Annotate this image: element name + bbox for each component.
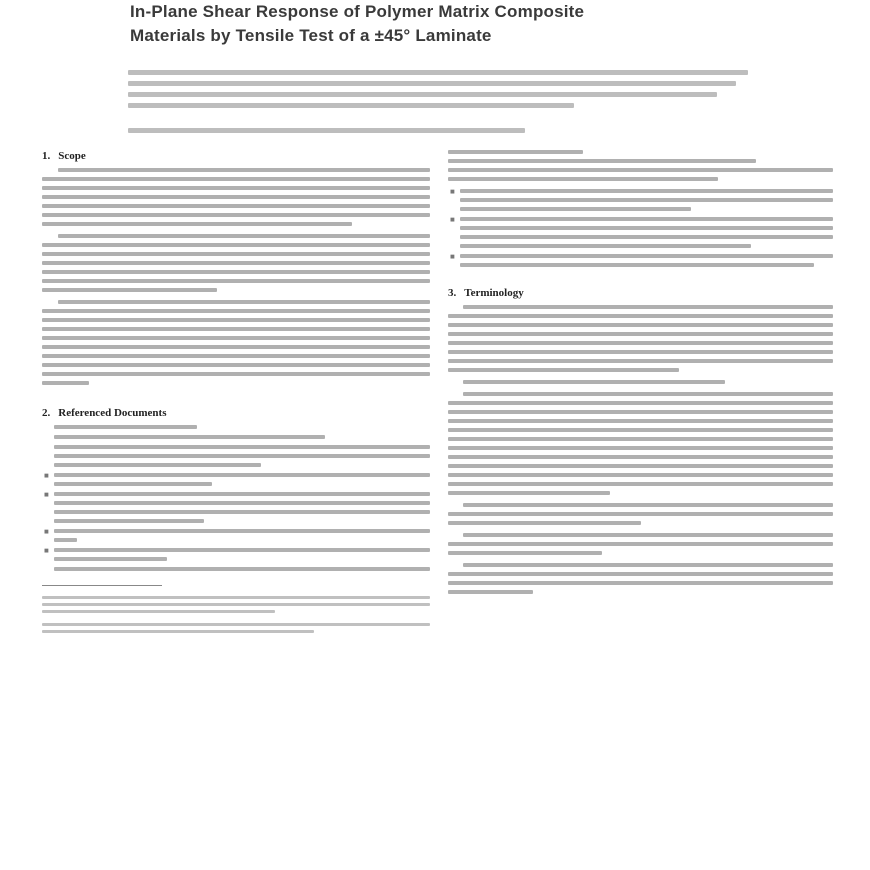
reference-item [448, 189, 833, 211]
reference-item [42, 445, 430, 467]
reference-item [42, 492, 430, 523]
section-title: Referenced Documents [58, 407, 167, 419]
terminology-paragraph-2 [448, 380, 833, 384]
section-heading-referenced-documents [42, 407, 430, 419]
section-title: Scope [58, 150, 86, 162]
section-title: Terminology [464, 287, 524, 299]
references-continued [448, 150, 833, 181]
reference-item [42, 473, 430, 486]
bullet-icon: ■ [450, 252, 455, 261]
scope-paragraph-1 [42, 168, 430, 226]
section-heading-scope [42, 150, 430, 162]
section-heading-terminology [448, 287, 833, 299]
reference-item [42, 435, 430, 439]
scope-paragraph-2 [42, 234, 430, 292]
terminology-paragraph-3 [448, 392, 833, 495]
reference-item [448, 254, 833, 267]
reference-item [448, 217, 833, 248]
bullet-icon: ■ [44, 471, 49, 480]
reference-item [42, 567, 430, 571]
terminology-paragraph-4 [448, 503, 833, 525]
abstract-block [128, 70, 748, 139]
document-title-line-1: In-Plane Shear Response of Polymer Matrix Composite [130, 2, 585, 21]
right-column [448, 150, 833, 602]
bullet-icon: ■ [44, 527, 49, 536]
terminology-paragraph-1 [448, 305, 833, 372]
left-column [42, 150, 430, 637]
footnote-rule [42, 585, 162, 586]
document-title-line-2: Materials by Tensile Test of a ±45° Laminate [130, 26, 492, 45]
section-number: 1. [42, 150, 51, 162]
reference-item [42, 529, 430, 542]
terminology-paragraph-5 [448, 533, 833, 555]
scope-paragraph-3 [42, 300, 430, 385]
reference-item [42, 425, 430, 429]
section-number: 2. [42, 407, 51, 419]
bullet-icon: ■ [44, 490, 49, 499]
footnotes [42, 596, 430, 633]
reference-item [42, 548, 430, 561]
bullet-icon: ■ [44, 546, 49, 555]
section-number: 3. [448, 287, 457, 299]
bullet-icon: ■ [450, 187, 455, 196]
terminology-paragraph-6 [448, 563, 833, 594]
bullet-icon: ■ [450, 215, 455, 224]
